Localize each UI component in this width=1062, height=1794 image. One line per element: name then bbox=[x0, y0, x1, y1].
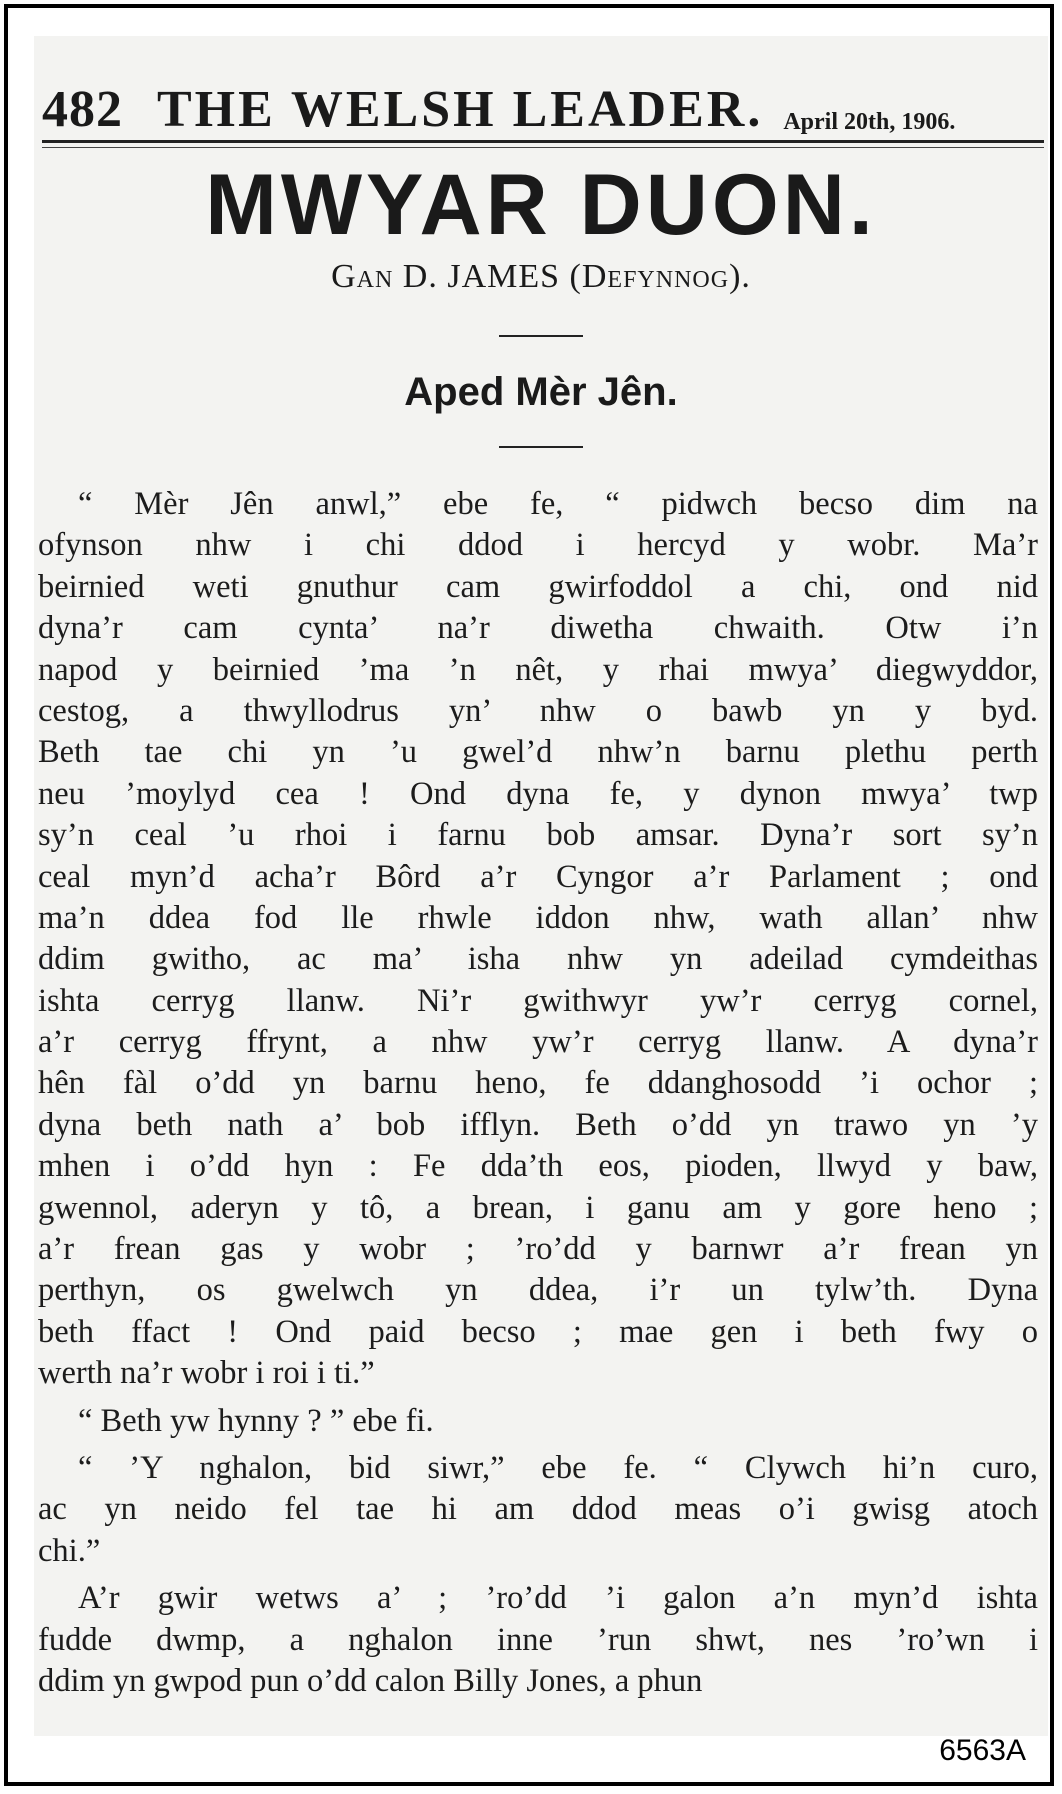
photo-frame bbox=[4, 4, 1054, 1786]
text-line: ceal myn’d acha’r Bôrd a’r Cyngor a’r Parlament ; ond bbox=[38, 858, 1038, 895]
text-line: ac yn neido fel tae hi am ddod meas o’i gwisg atoch bbox=[38, 1491, 1038, 1528]
paragraph bbox=[38, 484, 1038, 1395]
text-line: a’r cerryg ffrynt, a nhw yw’r cerryg llanw. A dyna’r bbox=[38, 1024, 1038, 1061]
text-line: perthyn, os gwelwch yn ddea, i’r un tylw’th. Dyna bbox=[38, 1272, 1038, 1309]
text-line: “ Beth yw hynny ? ” ebe fi. bbox=[78, 1402, 434, 1439]
text-line: “ Mèr Jên anwl,” ebe fe, “ pidwch becso dim na bbox=[78, 486, 1038, 522]
paragraph bbox=[38, 1448, 1038, 1572]
text-line: ofynson nhw i chi ddod i hercyd y wobr. Ma’r bbox=[38, 527, 1038, 564]
title-divider bbox=[499, 335, 583, 337]
section-heading: Aped Mèr Jên. bbox=[404, 370, 678, 414]
text-line: a’r frean gas y wobr ; ’ro’dd y barnwr a’r frean yn bbox=[38, 1231, 1038, 1268]
paragraph bbox=[38, 1401, 1038, 1442]
text-line: ishta cerryg llanw. Ni’r gwithwyr yw’r cerryg cornel, bbox=[38, 982, 1038, 1019]
masthead bbox=[42, 52, 1042, 136]
text-line: fudde dwmp, a nghalon inne ’run shwt, nes ’ro’wn i bbox=[38, 1621, 1038, 1658]
issue-date: April 20th, 1906. bbox=[783, 109, 956, 135]
text-line: hên fàl o’dd yn barnu heno, fe ddanghosodd ’i ochor ; bbox=[38, 1065, 1038, 1102]
article-title: MWYAR DUON. bbox=[205, 157, 877, 253]
masthead-rule bbox=[42, 140, 1044, 143]
paper-name: THE WELSH LEADER. bbox=[157, 81, 764, 138]
text-line: neu ’moylyd cea ! Ond dyna fe, y dynon mwya’ twp bbox=[38, 775, 1038, 812]
text-line: werth na’r wobr i roi i ti.” bbox=[38, 1355, 375, 1392]
text-line: dyna beth nath a’ bob ifflyn. Beth o’dd yn trawo yn ’y bbox=[38, 1106, 1038, 1143]
text-line: ma’n ddea fod lle rhwle iddon nhw, wath allan’ nhw bbox=[38, 899, 1038, 936]
text-line: “ ’Y nghalon, bid siwr,” ebe fe. “ Clywch hi’n curo, bbox=[78, 1449, 1038, 1486]
text-line: sy’n ceal ’u rhoi i farnu bob amsar. Dyna’r sort sy’n bbox=[38, 817, 1038, 854]
text-line: gwennol, aderyn y tô, a brean, i ganu am y gore heno ; bbox=[38, 1189, 1038, 1226]
text-line: napod y beirnied ’ma ’n nêt, y rhai mwya’ diegwyddor, bbox=[38, 651, 1038, 688]
text-line: beth ffact ! Ond paid becso ; mae gen i beth fwy o bbox=[38, 1313, 1038, 1350]
paragraph bbox=[38, 1578, 1038, 1702]
newspaper-page bbox=[34, 36, 1048, 1736]
page-number: 482 bbox=[42, 81, 123, 138]
text-line: cestog, a thwyllodrus yn’ nhw o bawb yn y byd. bbox=[38, 692, 1038, 729]
byline: Gan D. JAMES (Defynnog). bbox=[331, 258, 751, 295]
text-line: beirnied weti gnuthur cam gwirfoddol a chi, ond nid bbox=[38, 568, 1038, 605]
catalog-number: 6563A bbox=[939, 1734, 1026, 1767]
text-line: chi.” bbox=[38, 1532, 101, 1569]
text-line: mhen i o’dd hyn : Fe dda’th eos, pioden, llwyd y baw, bbox=[38, 1148, 1038, 1185]
text-line: A’r gwir wetws a’ ; ’ro’dd ’i galon a’n myn’d ishta bbox=[78, 1580, 1038, 1617]
heading-divider bbox=[499, 446, 583, 448]
article-body bbox=[38, 484, 1038, 1702]
text-line: Beth tae chi yn ’u gwel’d nhw’n barnu plethu perth bbox=[38, 734, 1038, 771]
masthead-rule-thin bbox=[42, 147, 1044, 148]
text-line: ddim gwitho, ac ma’ isha nhw yn adeilad cymdeithas bbox=[38, 941, 1038, 978]
text-line: dyna’r cam cynta’ na’r diwetha chwaith. Otw i’n bbox=[38, 610, 1038, 647]
text-line: ddim yn gwpod pun o’dd calon Billy Jones, a phun bbox=[38, 1662, 703, 1699]
